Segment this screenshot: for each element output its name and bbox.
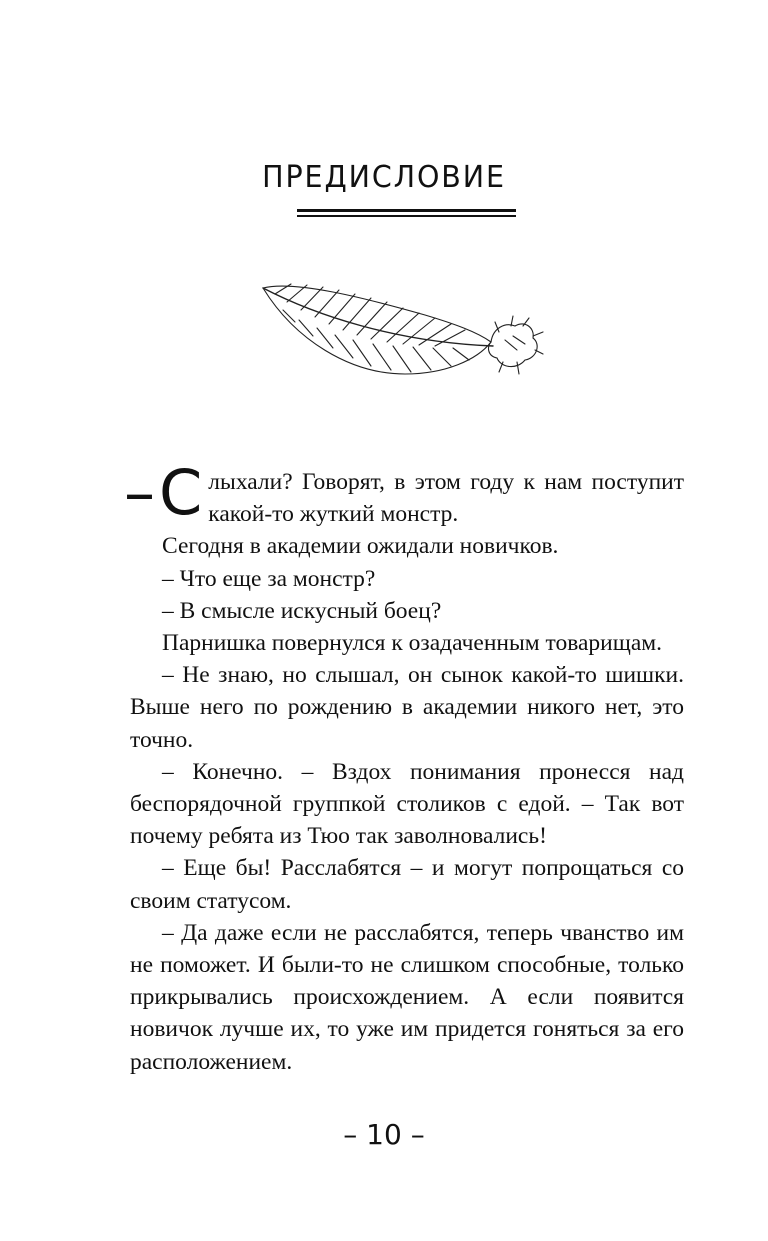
- paragraph-8: – Еще бы! Расслабятся – и могут попрощаться со своим статусом.: [130, 855, 684, 914]
- paragraph-5: Парнишка повернулся к озадаченным товарищам.: [162, 630, 663, 657]
- feather-icon: [255, 270, 545, 385]
- paragraph-9: – Да даже если не расслабятся, теперь чванство им не поможет. И были-то не слишком способные, только прикрывались происхождением. А если появится новичок лучше их, то уже им придется гоняться за его расположением.: [130, 919, 684, 1075]
- paragraph-7: – Конечно. – Вздох понимания пронесся над беспорядочной группкой столиков с едой. – Так вот почему ребята из Тюо так заволновались!: [130, 758, 684, 850]
- paragraph-1: –С лыхали? Говорят, в этом году к нам поступит какой-то жуткий монстр.: [124, 456, 684, 529]
- title-underline-top: [297, 209, 516, 212]
- chapter-title: ПРЕДИСЛОВИЕ: [262, 160, 506, 195]
- drop-cap: –С: [124, 456, 203, 529]
- title-underline-bottom: [297, 215, 516, 217]
- paragraph-6: – Не знаю, но слышал, он сынок какой-то шишки. Выше него по рождению в академии никого нет, это точно.: [130, 662, 684, 753]
- paragraph-4: – В смысле искусный боец?: [162, 597, 442, 624]
- body-text: [124, 456, 684, 1078]
- paragraph-2: Сегодня в академии ожидали новичков.: [162, 533, 559, 560]
- paragraph-3: – Что еще за монстр?: [162, 565, 376, 592]
- page-number: – 10 –: [343, 1118, 425, 1151]
